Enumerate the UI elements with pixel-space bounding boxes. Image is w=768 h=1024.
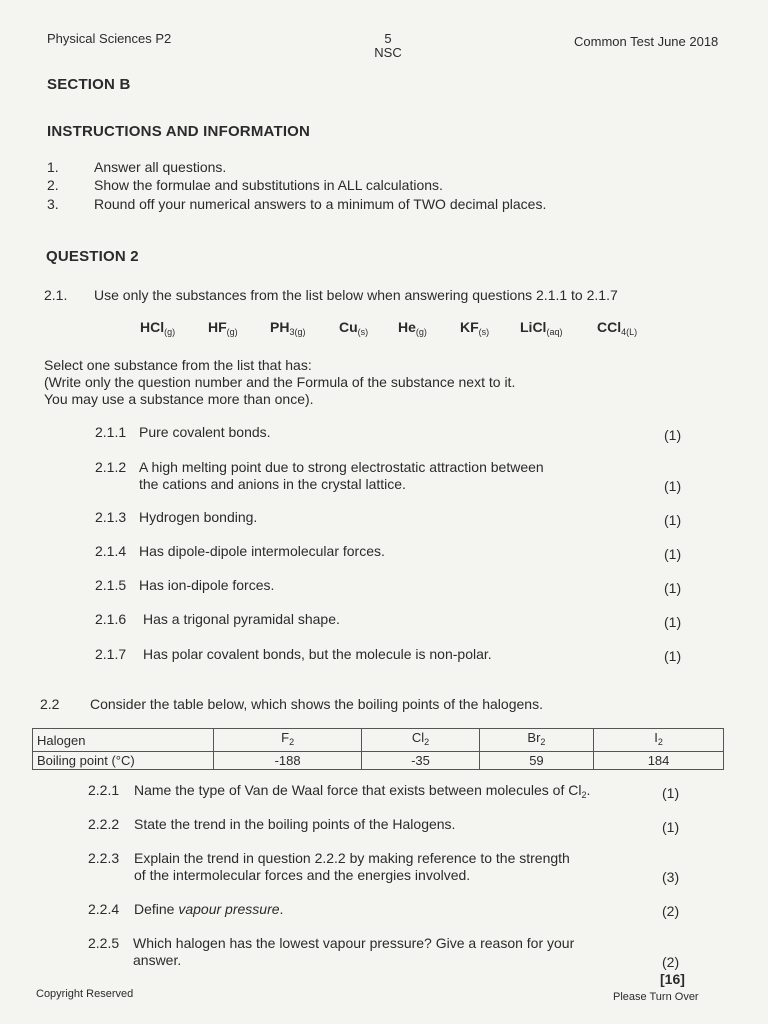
subquestion-mark: (1) bbox=[664, 512, 682, 528]
select-instruction: (Write only the question number and the Formula of the substance next to it. bbox=[44, 374, 516, 390]
subquestion-number: 2.1.7 bbox=[95, 646, 127, 662]
subquestion-mark: (1) bbox=[664, 614, 682, 630]
subquestion-number: 2.2.5 bbox=[88, 935, 120, 951]
subquestion-mark: (1) bbox=[662, 819, 680, 835]
select-instruction: You may use a substance more than once). bbox=[44, 391, 314, 407]
boiling-point-cell: -188 bbox=[214, 752, 362, 770]
subquestion-text: Has polar covalent bonds, but the molecule is non-polar. bbox=[143, 646, 492, 662]
subquestion-text-continued: answer. bbox=[133, 952, 182, 968]
footer-turn-over: Please Turn Over bbox=[613, 991, 699, 1003]
subquestion-text: Define vapour pressure. bbox=[134, 901, 284, 917]
table-row bbox=[33, 752, 724, 770]
q21-number: 2.1. bbox=[44, 287, 68, 303]
footer-copyright: Copyright Reserved bbox=[36, 988, 134, 1000]
subquestion-number: 2.1.4 bbox=[95, 543, 127, 559]
table-row bbox=[33, 729, 724, 752]
instruction-number: 2. bbox=[47, 177, 59, 193]
instruction-text: Round off your numerical answers to a minimum of TWO decimal places. bbox=[94, 196, 547, 212]
subquestion-number: 2.2.3 bbox=[88, 850, 120, 866]
subquestion-number: 2.1.2 bbox=[95, 459, 127, 475]
halogen-cell: $Cl_2$ bbox=[362, 729, 480, 752]
halogen-cell: $I_2$ bbox=[594, 729, 724, 752]
substance-formula: $PH_{3(g)}$ bbox=[270, 319, 306, 337]
substance-formula: $HF_{(g)}$ bbox=[208, 319, 238, 337]
subquestion-mark: (3) bbox=[662, 869, 680, 885]
subquestion-text: Which halogen has the lowest vapour pressure? Give a reason for your bbox=[133, 935, 575, 951]
subquestion-text: Name the type of Van de Waal force that exists between molecules of $Cl_2$. bbox=[134, 782, 591, 800]
subquestion-mark: (1) bbox=[662, 785, 680, 801]
substance-formula: $KF_{(s)}$ bbox=[460, 319, 490, 337]
instruction-number: 1. bbox=[47, 159, 59, 175]
q22-text: Consider the table below, which shows the boiling points of the halogens. bbox=[90, 696, 543, 712]
substance-formula: HCl$_{(g)}$ bbox=[140, 319, 176, 337]
subquestion-mark: (1) bbox=[664, 580, 682, 596]
subquestion-text: State the trend in the boiling points of the Halogens. bbox=[134, 816, 456, 832]
header-exam: Common Test June 2018 bbox=[574, 34, 719, 49]
subquestion-number: 2.1.3 bbox=[95, 509, 127, 525]
subquestion-text: Has ion-dipole forces. bbox=[139, 577, 275, 593]
subquestion-text: Hydrogen bonding. bbox=[139, 509, 258, 525]
header-subject: Physical Sciences P2 bbox=[47, 31, 172, 46]
boiling-point-table bbox=[32, 728, 724, 770]
halogen-cell: $F_2$ bbox=[214, 729, 362, 752]
subquestion-text-continued: of the intermolecular forces and the energies involved. bbox=[134, 867, 471, 883]
row-label: Halogen bbox=[33, 729, 214, 752]
subquestion-mark: (1) bbox=[664, 648, 682, 664]
boiling-point-cell: -35 bbox=[362, 752, 480, 770]
subquestion-text: Has a trigonal pyramidal shape. bbox=[143, 611, 340, 627]
instructions-heading: INSTRUCTIONS AND INFORMATION bbox=[47, 123, 311, 140]
subquestion-number: 2.2.1 bbox=[88, 782, 120, 798]
subquestion-mark: (1) bbox=[664, 546, 682, 562]
halogen-cell: $Br_2$ bbox=[479, 729, 593, 752]
subquestion-mark: (2) bbox=[662, 954, 680, 970]
subquestion-mark: (1) bbox=[664, 427, 682, 443]
subquestion-number: 2.1.6 bbox=[95, 611, 127, 627]
subquestion-text: Pure covalent bonds. bbox=[139, 424, 271, 440]
instruction-text: Show the formulae and substitutions in ALL calculations. bbox=[94, 177, 443, 193]
instruction-number: 3. bbox=[47, 196, 59, 212]
q22-number: 2.2 bbox=[40, 696, 60, 712]
substance-formula: LiCl$_{(aq)}$ bbox=[520, 319, 563, 337]
select-instruction: Select one substance from the list that has: bbox=[44, 357, 312, 373]
subquestion-number: 2.1.5 bbox=[95, 577, 127, 593]
instruction-text: Answer all questions. bbox=[94, 159, 227, 175]
subquestion-number: 2.1.1 bbox=[95, 424, 127, 440]
question-title: QUESTION 2 bbox=[46, 248, 139, 265]
subquestion-text: Has dipole-dipole intermolecular forces. bbox=[139, 543, 385, 559]
subquestion-text: A high melting point due to strong electrostatic attraction between bbox=[139, 459, 544, 475]
substance-formula: CCl$_{4(L)}$ bbox=[597, 319, 638, 337]
subquestion-mark: (1) bbox=[664, 478, 682, 494]
section-title: SECTION B bbox=[47, 76, 131, 93]
subquestion-text-continued: the cations and anions in the crystal lattice. bbox=[139, 476, 406, 492]
row-label: Boiling point (°C) bbox=[33, 752, 214, 770]
boiling-point-cell: 184 bbox=[594, 752, 724, 770]
header-nsc: NSC bbox=[374, 45, 402, 60]
q21-text: Use only the substances from the list below when answering questions 2.1.1 to 2.1.7 bbox=[94, 287, 618, 303]
question-total: [16] bbox=[660, 971, 685, 987]
header-page-number: 5 bbox=[384, 31, 392, 46]
substance-formula: $He_{(g)}$ bbox=[398, 319, 427, 337]
subquestion-text: Explain the trend in question 2.2.2 by making reference to the strength bbox=[134, 850, 570, 866]
boiling-point-cell: 59 bbox=[479, 752, 593, 770]
subquestion-number: 2.2.4 bbox=[88, 901, 120, 917]
subquestion-number: 2.2.2 bbox=[88, 816, 120, 832]
substance-formula: $Cu_{(s)}$ bbox=[339, 319, 369, 337]
subquestion-mark: (2) bbox=[662, 903, 680, 919]
